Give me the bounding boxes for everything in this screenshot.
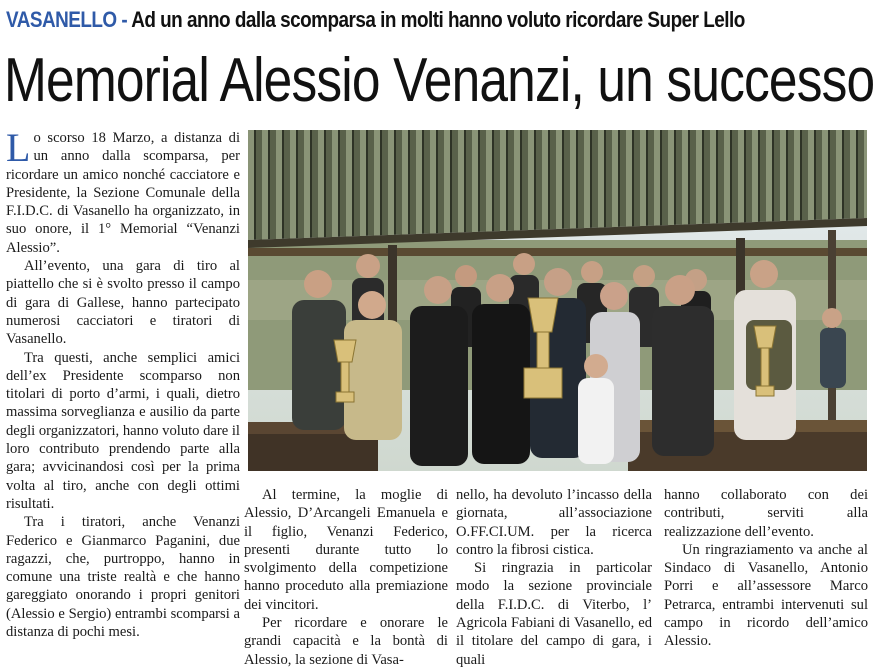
kicker-place: VASANELLO bbox=[6, 7, 117, 32]
paragraph: Un ringraziamento va anche al Sindaco di Vasanello, Antonio Porri e all’assessore Marco Petrarca, entrambi intervenuti sul campo in ricordo dell’amico Alessio. bbox=[664, 541, 868, 650]
paragraph: Per ricordare e onorare le grandi capacità e la bontà di Alessio, la sezione di Vasa- bbox=[244, 615, 448, 668]
paragraph: nello, ha devoluto l’incasso della giornata, all’associazione O.FF.CI.UM. per la ricerca contro la fibrosi cistica. bbox=[456, 487, 652, 558]
paragraph-text: o scorso 18 Marzo, a distanza di un anno dalla scomparsa, per ricordare un amico nonché cacciatore e Presidente, la Sezione Comunale della F.I.D.C. di Vasanello ha organizzato, in suo onore, il 1° Memorial “Venanzi Alessio”. bbox=[6, 130, 240, 256]
paragraph: All’evento, una gara di tiro al piattello che si è svolto presso il campo di gara di Gallese, hanno partecipato numerosi cacciatori e tiratori di Vasanello. bbox=[6, 258, 240, 348]
paragraph: Tra questi, anche semplici amici dell’ex Presidente scomparso non titolari di porto d’armi, i quali, dietro massima sorveglianza e ausilio da parte degli organizzatori, hanno voluto dare il loro contributo prendendo parte alla gara; avvicinandosi così per la prima volta al tiro, anche con degli ottimi risultati. bbox=[6, 349, 240, 512]
headline: Memorial Alessio Venanzi, un successo bbox=[4, 46, 875, 115]
article-column-4 bbox=[664, 486, 868, 650]
article-column-3 bbox=[456, 486, 652, 668]
kicker bbox=[6, 4, 870, 36]
paragraph: Al termine, la moglie di Alessio, D’Arcangeli Emanuela e il figlio, Venanzi Federico, presenti durante tutto lo svolgimento della competizione hanno proceduto alla premiazione dei vincitori. bbox=[244, 487, 448, 613]
paragraph: hanno collaborato con dei contributi, serviti alla realizzazione dell’evento. bbox=[664, 487, 868, 540]
group-photo bbox=[248, 130, 867, 471]
photo-illustration bbox=[248, 130, 867, 471]
drop-cap: L bbox=[6, 125, 31, 170]
kicker-subtitle: Ad un anno dalla scomparsa in molti hanno voluto ricordare Super Lello bbox=[131, 7, 745, 32]
paragraph: Si ringrazia in particolar modo la sezione provinciale della F.I.D.C. di Viterbo, l’ Agricola Fabiani di Vasanello, ed il titolare del campo di gara, i quali bbox=[456, 560, 652, 668]
paragraph: Tra i tiratori, anche Venanzi Federico e Gianmarco Paganini, due ragazzi, che, purtroppo, hanno in comune una triste realtà e che hanno gareggiato onorando i propri genitori (Alessio e Sergio) entrambi scomparsi a distanza di pochi mesi. bbox=[6, 514, 240, 641]
article-column-2 bbox=[244, 486, 448, 668]
kicker-dash: - bbox=[116, 7, 132, 32]
article-column-1 bbox=[6, 125, 240, 641]
paragraph bbox=[6, 125, 240, 257]
